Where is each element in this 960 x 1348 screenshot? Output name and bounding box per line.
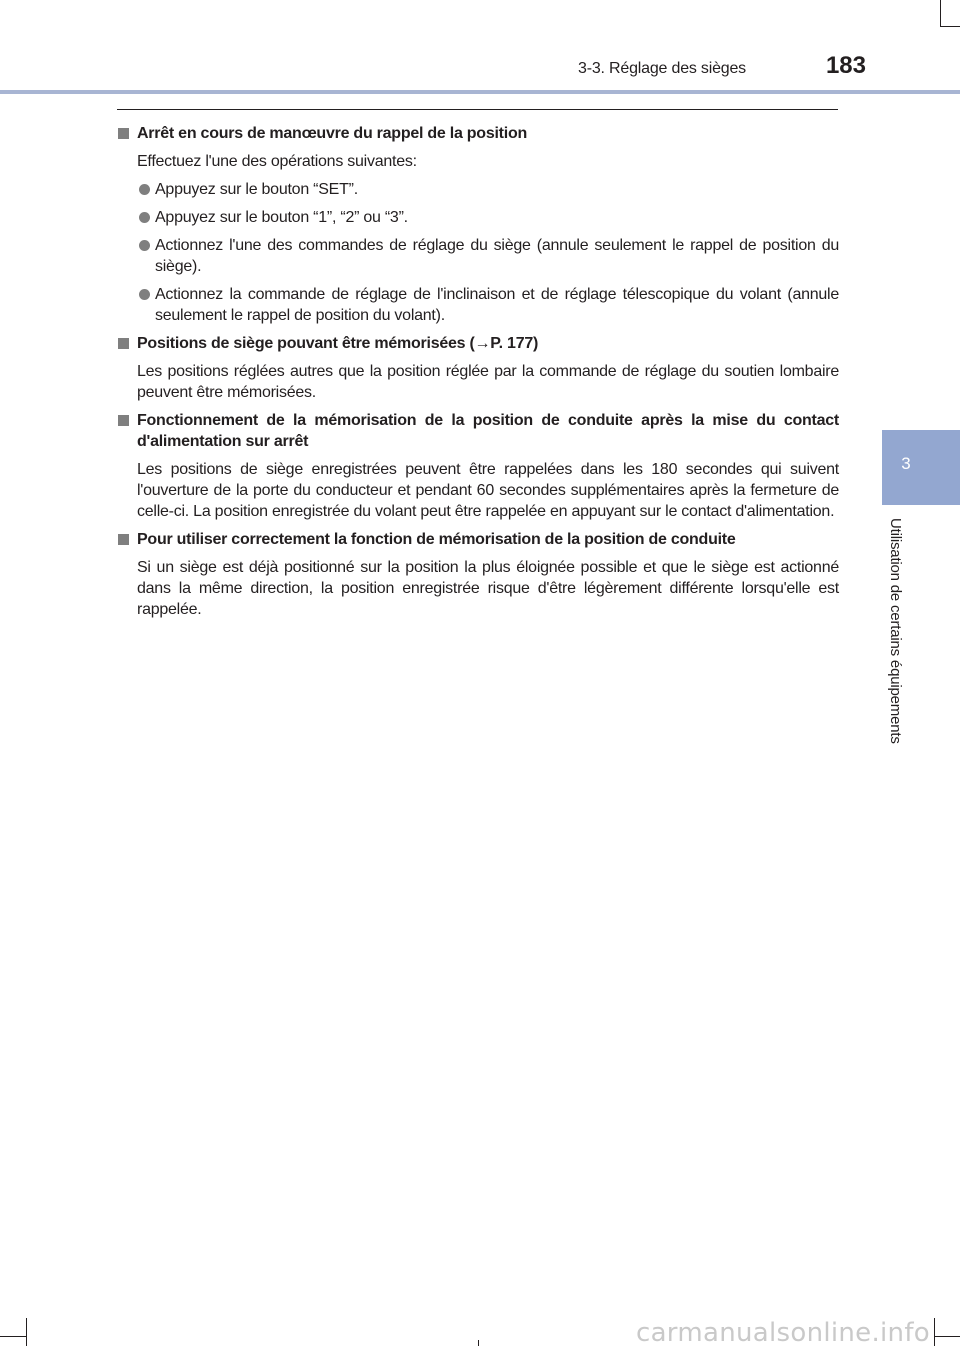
running-header-section: 3-3. Réglage des sièges bbox=[578, 60, 746, 77]
list-item bbox=[117, 179, 839, 200]
list-item-text: Actionnez l'une des commandes de réglage du siège (annule seulement le rappel de position du siège). bbox=[155, 237, 839, 275]
section-square-icon bbox=[118, 415, 129, 426]
watermark: carmanualsonline.info bbox=[635, 1318, 930, 1348]
section-heading bbox=[117, 333, 839, 354]
content-top-rule bbox=[117, 109, 838, 110]
section-heading-text: Pour utiliser correctement la fonction de mémorisation de la position de conduite bbox=[137, 531, 736, 548]
section-heading bbox=[117, 123, 839, 144]
crop-mark-bottom-right-h bbox=[934, 1336, 960, 1337]
page-number: 183 bbox=[825, 52, 866, 79]
section-heading-text: Fonctionnement de la mémorisation de la position de conduite après la mise du contact d'alimentation sur arrêt bbox=[137, 412, 839, 450]
section-heading bbox=[117, 410, 839, 452]
header-rule bbox=[0, 90, 960, 94]
section-square-icon bbox=[118, 338, 129, 349]
bullet-dot-icon bbox=[139, 212, 150, 223]
section-heading-text: Positions de siège pouvant être mémorisées (→P. 177) bbox=[137, 335, 539, 352]
list-item-text: Appuyez sur le bouton “SET”. bbox=[155, 181, 358, 198]
section-heading bbox=[117, 529, 839, 550]
section-heading-text: Arrêt en cours de manœuvre du rappel de la position bbox=[137, 125, 527, 142]
bullet-dot-icon bbox=[139, 240, 150, 251]
crop-mark-top-right-v bbox=[940, 0, 941, 26]
crop-mark-bottom-center bbox=[478, 1340, 479, 1346]
section-square-icon bbox=[118, 128, 129, 139]
chapter-tab bbox=[882, 430, 960, 505]
section-body: Les positions réglées autres que la position réglée par la commande de réglage du soutien lombaire peuvent être mémorisées. bbox=[137, 363, 839, 401]
crop-mark-top-right-h bbox=[940, 26, 960, 27]
section-body: Les positions de siège enregistrées peuvent être rappelées dans les 180 secondes qui suivent l'ouverture de la porte du conducteur et pendant 60 secondes supplémentaires après la fermeture de celle-ci. La position enregistrée du volant peut être rappelée en appuyant sur le contact d'alimentation. bbox=[137, 461, 839, 520]
chapter-tab-title: Utilisation de certains équipements bbox=[887, 518, 904, 744]
list-item bbox=[117, 235, 839, 277]
chapter-tab-number: 3 bbox=[901, 454, 911, 473]
page-content bbox=[117, 123, 839, 627]
section-intro: Effectuez l'une des opérations suivantes: bbox=[137, 153, 417, 170]
crop-mark-bottom-left-h bbox=[0, 1336, 26, 1337]
list-item bbox=[117, 207, 839, 228]
crop-mark-bottom-left-v bbox=[26, 1318, 27, 1346]
crop-mark-bottom-right-v bbox=[934, 1318, 935, 1346]
bullet-dot-icon bbox=[139, 289, 150, 300]
list-item-text: Actionnez la commande de réglage de l'inclinaison et de réglage télescopique du volant (annule seulement le rappel de position du volant). bbox=[155, 286, 839, 324]
section-square-icon bbox=[118, 534, 129, 545]
bullet-dot-icon bbox=[139, 184, 150, 195]
list-item-text: Appuyez sur le bouton “1”, “2” ou “3”. bbox=[155, 209, 408, 226]
section-body: Si un siège est déjà positionné sur la position la plus éloignée possible et que le siège est actionné dans la même direction, la position enregistrée risque d'être légèrement différente lorsqu'elle est rappelée. bbox=[137, 559, 839, 618]
list-item bbox=[117, 284, 839, 326]
